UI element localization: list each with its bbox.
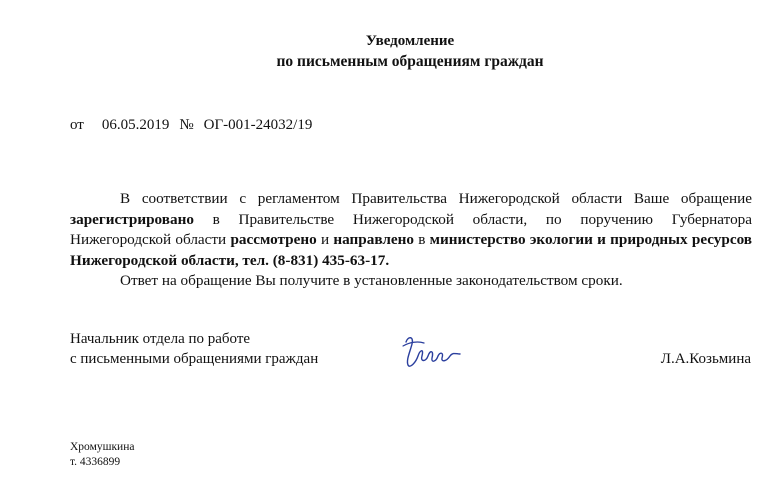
executor-phone: т. 4336899 [70,456,121,468]
registration-line [70,115,312,135]
document-title: Уведомление [365,33,455,49]
handwritten-signature [398,332,468,372]
executor-info [70,440,134,470]
executor-name: Хромушкина [70,441,135,453]
registration-from-label: от [70,117,84,133]
registration-number-sign: № [179,117,194,133]
signer-position [70,329,318,369]
body-p1-bold-registered: зарегистрировано [70,210,194,228]
body-p1-text-2: в Правительстве Нижегородской области, по поручению Губернатора Нижегородской области [70,210,752,248]
signer-position-line-2: с письменными обращениями граждан [70,351,319,367]
body-p1-text-3: и [316,231,334,248]
body-paragraph-2: Ответ на обращение Вы получите в установленные законодательством сроки. [120,272,623,289]
registration-number: ОГ-001-24032/19 [203,117,313,133]
body-p1-text-4: в [413,231,430,248]
signer-position-line-1: Начальник отдела по работе [70,331,251,347]
signer-name: Л.А.Козьмина [660,351,751,367]
registration-date: 06.05.2019 [101,117,170,133]
body-paragraph-1 [70,189,752,271]
body-p1-bold-reviewed: рассмотрено [230,231,317,248]
document-subtitle: по письменным обращениям граждан [276,53,544,70]
body-p1-bold-ministry: министерство экологии и природных ресурсов Нижегородской области, тел. (8-831) 435-63-17. [70,231,752,269]
body-p1-text-1: В соответствии с регламентом Правительства Нижегородской области Ваше обращение [120,190,752,207]
body-text [70,189,752,292]
body-p1-bold-forwarded: направлено [333,231,414,248]
